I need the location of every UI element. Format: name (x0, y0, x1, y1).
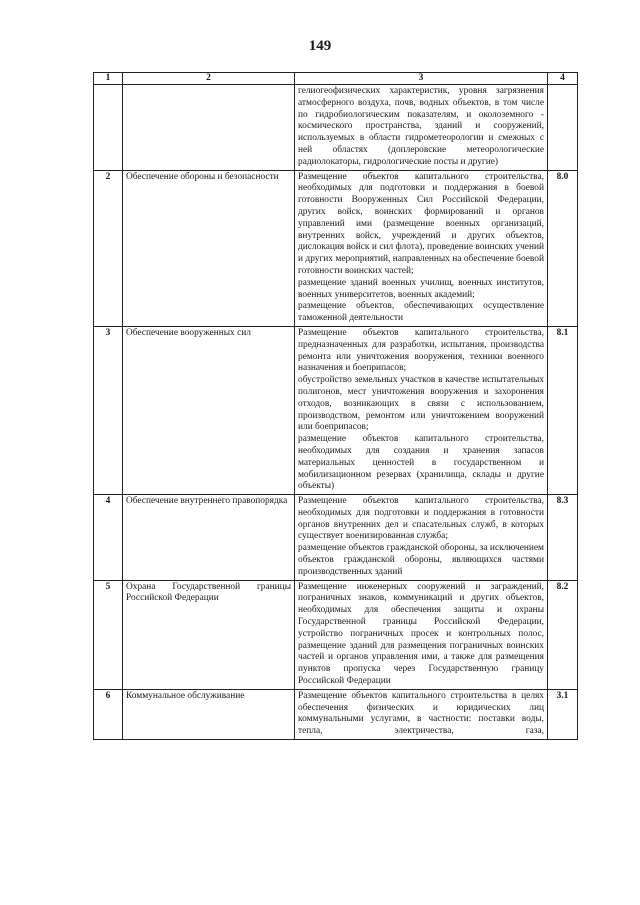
description-paragraph: размещение объектов, обеспечивающих осуществление таможенной деятельности (298, 301, 544, 324)
row-name-text: Охрана Государственной границы Российской Федерации (126, 581, 291, 604)
column-header: 3 (295, 73, 548, 85)
row-number: 4 (94, 495, 123, 581)
table-row (94, 580, 578, 689)
row-name-text: Обеспечение внутреннего правопорядка (126, 496, 288, 507)
row-code: 8.3 (548, 495, 578, 581)
row-name (123, 326, 295, 494)
description-paragraph: размещение объектов капитального строительства, необходимых для создания и хранения запасов материальных ценностей в государственном и мобилизационном резервах (хранилища, склады и другие объекты) (298, 434, 544, 492)
row-code: 8.0 (548, 170, 578, 326)
row-description (295, 495, 548, 581)
page-number: 149 (308, 38, 332, 54)
table-row (94, 85, 578, 171)
row-code: 3.1 (548, 689, 578, 739)
row-name (123, 495, 295, 581)
column-header: 1 (94, 73, 123, 85)
table-header-row (94, 73, 578, 85)
table-row (94, 326, 578, 494)
row-description (295, 326, 548, 494)
row-code: 8.2 (548, 580, 578, 689)
description-paragraph: Размещение инженерных сооружений и заграждений, пограничных знаков, коммуникаций и других объектов, необходимых для обеспечения защиты и охраны Государственной границы Российской Федерации, устройство пограничных просек и контрольных полос, размещение зданий для размещения пограничных воинских частей и органов управления ими, а также для размещения пунктов пропуска через Государственную границу Российской Федерации (298, 581, 544, 687)
row-description (295, 85, 548, 171)
row-code (548, 85, 578, 171)
row-name (123, 580, 295, 689)
row-number: 5 (94, 580, 123, 689)
description-paragraph: обустройство земельных участков в качестве испытательных полигонов, мест уничтожения вооружения и захоронения отходов, возникающих в связи с использованием, производством, ремонтом или уничтожением вооружений или боеприпасов; (298, 375, 544, 433)
row-description (295, 689, 548, 739)
table-row (94, 170, 578, 326)
description-paragraph: Размещение объектов капитального строительства, предназначенных для разработки, испытания, производства ремонта или уничтожения вооружения, техники военного назначения и боеприпасов; (298, 327, 544, 374)
row-name-text: Обеспечение обороны и безопасности (126, 171, 279, 182)
row-description (295, 580, 548, 689)
row-name-text: Коммунальное обслуживание (126, 690, 245, 701)
row-number (94, 85, 123, 171)
row-name (123, 85, 295, 171)
row-number: 3 (94, 326, 123, 494)
description-paragraph: Размещение объектов капитального строительства, необходимых для подготовки и поддержания в готовности органов внутренних дел и спасательных служб, в которых существует военизированная служба; (298, 496, 544, 542)
description-paragraph: Размещение объектов капитального строительства в целях обеспечения физических и юридических лиц коммунальными услугами, в частности: поставки воды, тепла, электричества, газа, (298, 690, 544, 737)
row-description (295, 170, 548, 326)
description-paragraph: размещение зданий военных училищ, военных институтов, военных университетов, военных академий; (298, 277, 544, 300)
column-header: 2 (123, 73, 295, 85)
description-paragraph: гелиогеофизических характеристик, уровня загрязнения атмосферного воздуха, почв, водных объектов, в том числе по гидробиологическим показателям, и околоземного - космического пространства, зданий и сооружений, используемых в области гидрометеорологии и смежных с ней областях (доплеровские метеорологические радиолокаторы, гидрологические посты и другие) (298, 86, 544, 167)
row-code: 8.1 (548, 326, 578, 494)
table-row (94, 495, 578, 581)
row-name (123, 170, 295, 326)
description-paragraph: размещение объектов гражданской обороны, за исключением объектов гражданской обороны, являющихся частями производственных зданий (298, 543, 544, 577)
row-number: 6 (94, 689, 123, 739)
description-paragraph: Размещение объектов капитального строительства, необходимых для подготовки и поддержания в боевой готовности Вооруженных Сил Российской Федерации, других войск, воинских формирований и органов управлений ими (размещение военных организаций, внутренних войск, учреждений и других объектов, дислокация войск и сил флота), проведение воинских учений и других мероприятий, направленных на обеспечение боевой готовности воинских частей; (298, 171, 544, 276)
table-row (94, 689, 578, 739)
land-use-table (93, 72, 578, 740)
row-name-text: Обеспечение вооруженных сил (126, 327, 251, 338)
row-number: 2 (94, 170, 123, 326)
row-name (123, 689, 295, 739)
column-header: 4 (548, 73, 578, 85)
